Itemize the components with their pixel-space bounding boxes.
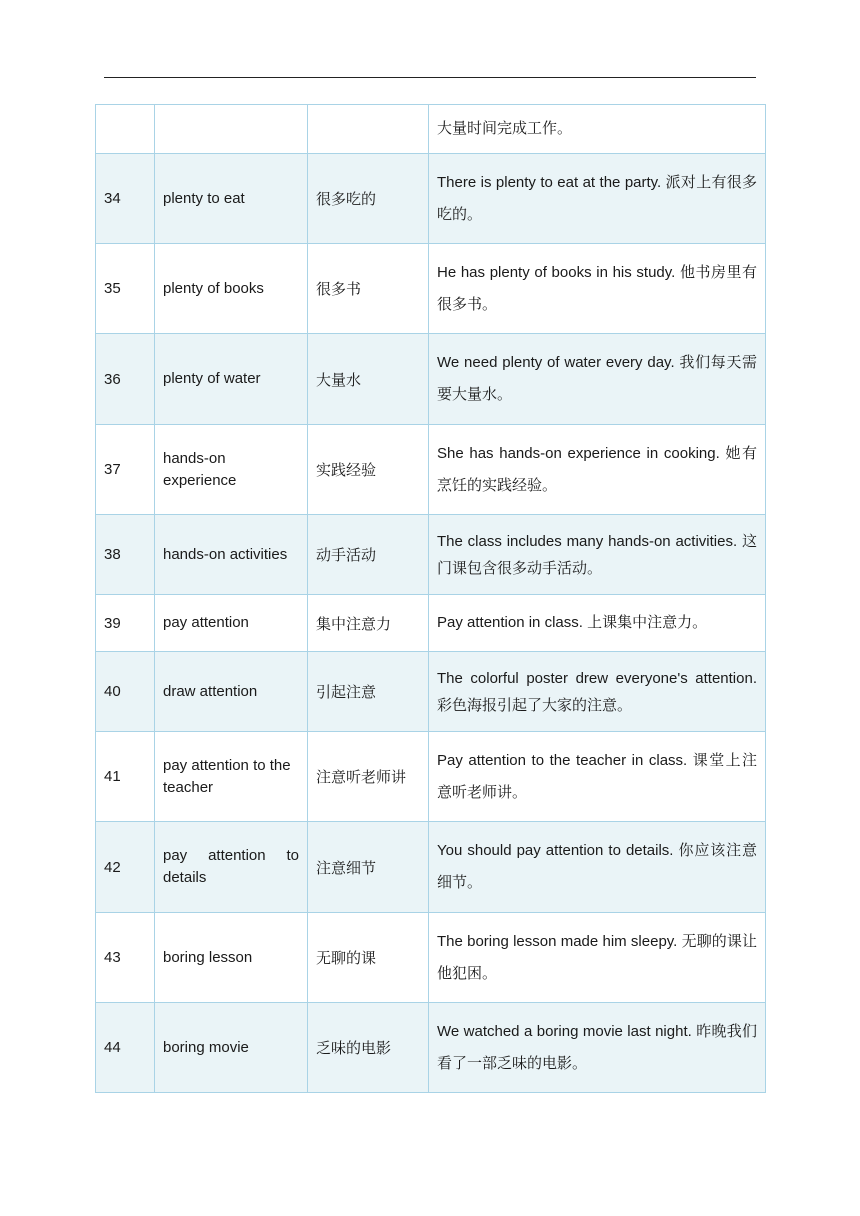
meaning-cell: 乏味的电影 [308,1003,429,1093]
phrase-cell: boring lesson [155,913,308,1003]
table-row [96,1003,766,1093]
table-row [96,822,766,913]
example-cell: We watched a boring movie last night. 昨晚我们看了一部乏味的电影。 [429,1003,766,1093]
example-cell: There is plenty to eat at the party. 派对上有很多吃的。 [429,154,766,244]
table-row [96,732,766,822]
table-row [96,515,766,595]
example-cell: Pay attention in class. 上课集中注意力。 [429,595,766,652]
vocabulary-table [95,104,766,1093]
example-cell: She has hands-on experience in cooking. 她有烹饪的实践经验。 [429,425,766,515]
phrase-cell: pay attention to the teacher [155,732,308,822]
phrase-cell: pay attention to details [155,822,308,913]
header-rule [104,77,756,78]
table-row [96,652,766,732]
meaning-cell: 很多吃的 [308,154,429,244]
meaning-cell: 集中注意力 [308,595,429,652]
meaning-cell: 实践经验 [308,425,429,515]
number-cell: 41 [96,732,155,822]
number-cell [96,105,155,154]
phrase-cell: draw attention [155,652,308,732]
phrase-cell: plenty of water [155,334,308,425]
number-cell: 44 [96,1003,155,1093]
example-cell: You should pay attention to details. 你应该注意细节。 [429,822,766,913]
phrase-cell: pay attention [155,595,308,652]
number-cell: 40 [96,652,155,732]
meaning-cell: 大量水 [308,334,429,425]
example-cell: He has plenty of books in his study. 他书房里有很多书。 [429,244,766,334]
table-row [96,595,766,652]
phrase-cell [155,105,308,154]
phrase-cell: boring movie [155,1003,308,1093]
meaning-cell: 很多书 [308,244,429,334]
meaning-cell: 动手活动 [308,515,429,595]
meaning-cell: 注意细节 [308,822,429,913]
meaning-cell: 注意听老师讲 [308,732,429,822]
phrase-cell: hands-on activities [155,515,308,595]
number-cell: 34 [96,154,155,244]
meaning-cell: 无聊的课 [308,913,429,1003]
number-cell: 36 [96,334,155,425]
meaning-cell [308,105,429,154]
example-cell: We need plenty of water every day. 我们每天需要大量水。 [429,334,766,425]
number-cell: 39 [96,595,155,652]
phrase-cell: hands-on experience [155,425,308,515]
example-cell: 大量时间完成工作。 [429,105,766,154]
example-cell: The class includes many hands-on activities. 这门课包含很多动手活动。 [429,515,766,595]
table-row [96,425,766,515]
table-row [96,334,766,425]
number-cell: 35 [96,244,155,334]
phrase-cell: plenty to eat [155,154,308,244]
number-cell: 38 [96,515,155,595]
number-cell: 43 [96,913,155,1003]
table-row [96,154,766,244]
table-row [96,913,766,1003]
example-cell: Pay attention to the teacher in class. 课堂上注意听老师讲。 [429,732,766,822]
example-cell: The boring lesson made him sleepy. 无聊的课让他犯困。 [429,913,766,1003]
meaning-cell: 引起注意 [308,652,429,732]
example-cell: The colorful poster drew everyone's attention. 彩色海报引起了大家的注意。 [429,652,766,732]
table-row [96,105,766,154]
number-cell: 42 [96,822,155,913]
phrase-cell: plenty of books [155,244,308,334]
table-row [96,244,766,334]
number-cell: 37 [96,425,155,515]
